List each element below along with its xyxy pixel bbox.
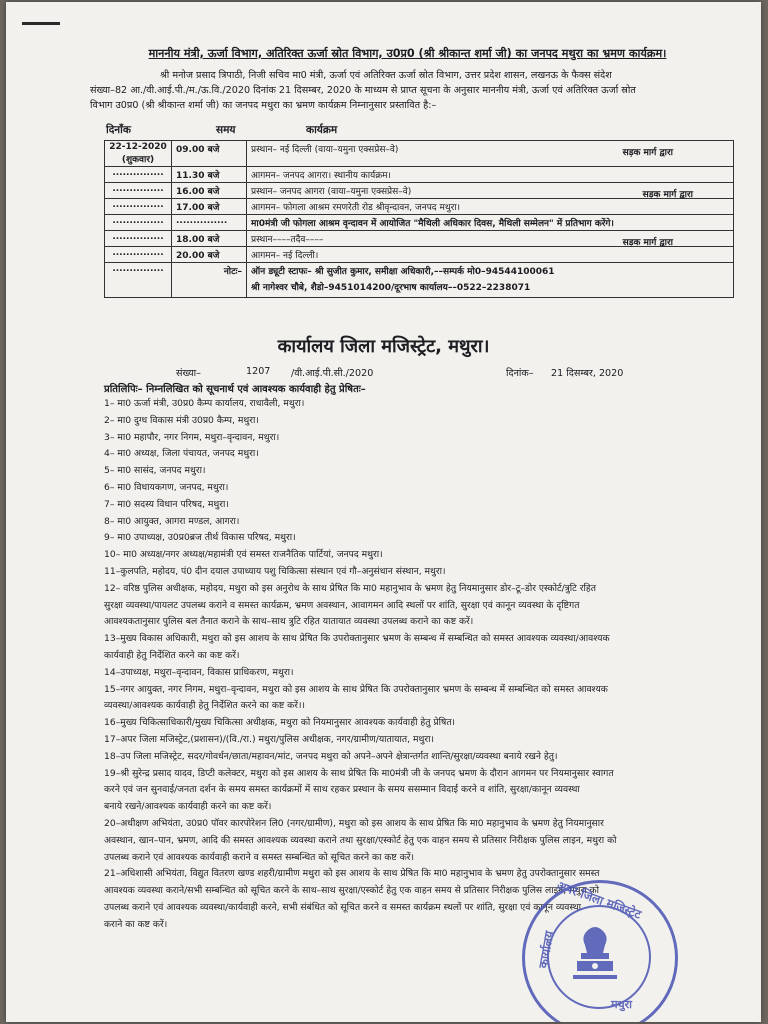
table-row — [105, 231, 734, 247]
row-time: 18.00 बजे — [172, 231, 247, 247]
recipient-line: सुरक्षा व्यवस्था/पायलट उपलब्ध कराने व समस्त कार्यक्रम, भ्रमण अवस्थान, आवागमन आदि स्थलों पर शांति, सुरक्षा एवं कानून व्यवस्था के दृष्टिगत — [104, 599, 580, 611]
row-date: ............... — [105, 199, 172, 215]
row-time: 16.00 बजे — [172, 183, 247, 199]
recipient-line: 1– मा0 ऊर्जा मंत्री, उ0प्र0 कैम्प कार्यालय, राधावैली, मथुरा। — [104, 398, 305, 409]
recipient-line: अवस्थान, खान–पान, भ्रमण, आदि की समस्त आवश्यक व्यवस्था कराने तथा सुरक्षा/एस्कोर्ट हेतु एक वाहन समय से प्रतिसार निरीक्षक पुलिस लाइन, मथुरा को — [104, 834, 617, 846]
recipient-line: 2– मा0 दुग्ध विकास मंत्री उ0प्र0 कैम्प, मथुरा। — [104, 414, 259, 426]
recipient-line: उपलब्ध कराने एवं आवश्यक व्यवस्था/कार्यवाही करने, सभी संबंधित को सूचित करने व समस्त कार्यक्रम स्थलों पर शांति, सुरक्षा एवं कानून व्यवस्था — [104, 901, 582, 913]
intro-line: श्री मनोज प्रसाद त्रिपाठी, निजी सचिव मा0 मंत्री, ऊर्जा एवं अतिरिक्त ऊर्जा स्रोत विभाग, उत्तर प्रदेश शासन, लखनऊ के फैक्स संदेश — [160, 70, 612, 81]
seal-text-top: अपर जिला मजिस्ट्रेट — [555, 878, 644, 922]
ref-date-label: दिनांक– — [506, 368, 534, 379]
recipient-line: 10– मा0 अध्यक्ष/नगर अध्यक्ष/महामंत्री एवं समस्त राजनैतिक पार्टियां, जनपद मथुरा। — [104, 549, 383, 561]
travel-mode: सड़क मार्ग द्वारा — [622, 238, 673, 248]
table-row — [105, 141, 734, 167]
programme-text: प्रस्थान––––तदैव–––– — [251, 235, 324, 245]
row-programme — [247, 199, 734, 215]
recipient-line: बनाये रखने/आवश्यक कार्यवाही करने का कष्ट करें। — [104, 801, 272, 813]
schedule-table — [104, 140, 734, 298]
row-programme — [247, 247, 734, 263]
recipient-line: 6– मा0 विधायकगण, जनपद, मथुरा। — [104, 481, 229, 493]
column-programme: कार्यक्रम — [306, 124, 338, 136]
row-programme — [247, 167, 734, 183]
recipient-line: आवश्यक व्यवस्था कराने/सभी सम्बन्धित को सूचित करने के साथ–साथ सुरक्षा/एस्कोर्ट हेतु एक वाहन समय से प्रतिसार निरीक्षक पुलिस लाइन, मथुरा को — [104, 885, 599, 897]
recipient-line: कराने का कष्ट करें। — [104, 918, 168, 930]
lion-emblem-icon — [567, 923, 623, 985]
row-date: ............... — [105, 183, 172, 199]
document-title: माननीय मंत्री, ऊर्जा विभाग, अतिरिक्त ऊर्जा स्रोत विभाग, उ0प्र0 (श्री श्रीकान्त शर्मा जी) का जनपद मथुरा का भ्रमण कार्यक्रम। — [148, 47, 667, 60]
recipient-line: उपलब्ध कराने एवं आवश्यक कार्यवाही कराने व समस्त सम्बन्धित को सूचित करने का कष्ट करें। — [104, 851, 415, 863]
row-time: ............... — [172, 215, 247, 231]
row-time: 17.00 बजे — [172, 199, 247, 215]
ref-number: 1207 — [246, 366, 271, 377]
row-date: 22-12-2020 (शुकवार) — [105, 141, 172, 167]
recipient-line: करने एवं जन सुनवाई/जनता दर्शन के समय समस्त कार्यक्रमों में साथ रहकर प्रस्थान के समय ससम्मान विदाई करने व शांति, सुरक्षा/कानून व्यवस्था — [104, 784, 580, 796]
recipient-line: 8– मा0 आयुक्त, आगरा मण्डल, आगरा। — [104, 515, 240, 527]
recipient-line: 16–मुख्य चिकित्साधिकारी/मुख्य चिकित्सा अधीक्षक, मथुरा को नियमानुसार आवश्यक कार्यवाही हेतु प्रेषित। — [104, 717, 456, 729]
recipient-line: 3– मा0 महापौर, नगर निगम, मथुरा–वृन्दावन, मथुरा। — [104, 431, 280, 443]
recipient-line: 17–अपर जिला मजिस्ट्रेट,(प्रशासन)/(वि./रा.) मथुरा/पुलिस अधीक्षक, नगर/ग्रामीण/यातायात, मथुरा। — [104, 733, 434, 745]
row-programme — [247, 231, 734, 247]
ref-date: 21 दिसम्बर, 2020 — [551, 368, 624, 379]
recipient-line: 5– मा0 सासंद, जनपद मथुरा। — [104, 465, 206, 477]
recipient-line: 7– मा0 सदस्य विधान परिषद, मथुरा। — [104, 498, 229, 510]
programme-text: मा0मंत्री जी फोगला आश्रम वृन्दावन में आयोजित "मैथिली अधिकार दिवस, मैथिली सम्मेलन" में प्रतिभाग करेंगे। — [251, 219, 614, 229]
programme-text: प्रस्थान– जनपद आगरा (वाया–यमुना एक्सप्रेस–वे) — [251, 187, 412, 197]
office-seal — [522, 880, 678, 1022]
copy-heading: प्रतिलिपिः– निम्नलिखित को सूचनार्थ एवं आवश्यक कार्यवाही हेतु प्रेषितः– — [104, 384, 366, 395]
row-time: 09.00 बजे — [172, 141, 247, 167]
page-mark — [22, 22, 60, 25]
table-row — [105, 183, 734, 199]
row-programme — [247, 215, 734, 231]
programme-text: आगमन– फोगला आश्रम रमणरेती रोड श्रीवृन्दावन, जनपद मथुरा। — [251, 203, 461, 213]
recipient-line: 15–नगर आयुक्त, नगर निगम, मथुरा–वृन्दावन, मथुरा को इस आशय के साथ प्रेषित कि उपरोक्तानुसार भ्रमण के सम्बन्ध में सम्बन्धित को समस्त आवश्यक — [104, 683, 608, 695]
travel-mode: सड़क मार्ग द्वारा — [642, 190, 693, 200]
note-label: नोटः– — [172, 263, 247, 298]
programme-text: आगमन– जनपद आगरा। स्थानीय कार्यक्रम। — [251, 171, 391, 181]
row-date: ............... — [105, 247, 172, 263]
column-date: दिनाँक — [106, 124, 131, 136]
table-row — [105, 167, 734, 183]
recipient-line: 20–अधीक्षण अभियंता, उ0प्र0 पॉवर कारपोरेशन लि0 (नगर/ग्रामीण), मथुरा को इस आशय के साथ प्रेषित कि मा0 महानुभाव के भ्रमण हेतु नियमानुसार — [104, 817, 604, 829]
note-line: ऑन ड्यूटी स्टाफः– श्री सुजीत कुमार, समीक्षा अधिकारी,––सम्पर्क मो0–94544100061 — [251, 267, 555, 277]
travel-mode: सड़क मार्ग द्वारा — [622, 148, 673, 158]
recipient-line: 14–उपाध्यक्ष, मथुरा–वृन्दावन, विकास प्राधिकरण, मथुरा। — [104, 666, 294, 678]
note-date: ............... — [105, 263, 172, 298]
row-time: 20.00 बजे — [172, 247, 247, 263]
office-title: कार्यालय जिला मजिस्ट्रेट, मथुरा। — [277, 336, 490, 357]
recipient-line: 12– वरिष्ठ पुलिस अधीक्षक, महोदय, मथुरा को इस अनुरोध के साथ प्रेषित कि मा0 महानुभाव के भ्रमण हेतु नियमानुसार डोर–टू–डोर एस्कोर्ट/त्रुटि रहित — [104, 582, 596, 594]
row-programme — [247, 141, 734, 167]
recipient-line: 9– मा0 उपाध्यक्ष, उ0प्र0ब्रज तीर्थ विकास परिषद, मथुरा। — [104, 532, 296, 544]
column-time: समय — [216, 124, 236, 136]
row-time: 11.30 बजे — [172, 167, 247, 183]
table-row — [105, 215, 734, 231]
note-content — [247, 263, 734, 298]
recipient-line: कार्यवाही हेतु निर्देशित करने का कष्ट करें। — [104, 649, 240, 661]
recipient-line: 21–अधिशासी अभियंता, विद्युत वितरण खण्ड शहरी/ग्रामीण मथुरा को इस आशय के साथ प्रेषित कि मा0 महानुभाव के भ्रमण हेतु उपरोक्तानुसार समस्त — [104, 868, 600, 880]
document-page — [6, 2, 761, 1022]
programme-text: आगमन– नई दिल्ली। — [251, 251, 319, 261]
recipient-line: आवश्यकतानुसार पुलिस बल तैनात कराने के साथ–साथ त्रुटि रहित यातायात व्यवस्था उपलब्ध कराने का कष्ट करें। — [104, 616, 474, 628]
row-programme — [247, 183, 734, 199]
seal-text-left: कार्यालय — [536, 929, 557, 970]
recipient-line: 18–उप जिला मजिस्ट्रेट, सदर/गोवर्धन/छाता/महावन/मांट, जनपद मथुरा को अपने–अपने क्षेत्रान्तर्गत शान्ति/सुरक्षा/व्यवस्था बनाये रखने हेतु। — [104, 750, 558, 762]
recipient-list — [104, 396, 740, 934]
intro-line: संख्या–82 आ./वी.आई.पी./म./ऊ.वि./2020 दिनांक 21 दिसम्बर, 2020 के माध्यम से प्राप्त सूचना के अनुसार माननीय मंत्री, ऊर्जा एवं अतिरिक्त ऊर्जा स्रोत — [90, 85, 636, 96]
table-row-note — [105, 263, 734, 298]
recipient-line: व्यवस्था/आवश्यक कार्यवाही हेतु निर्देशित करने का कष्ट करें।। — [104, 700, 305, 712]
recipient-line: 11–कुलपति, महोदय, पं0 दीन दयाल उपाध्याय पशु चिकित्सा संस्थान एवं गौ–अनुसंधान संस्थान, मथुरा। — [104, 565, 446, 577]
recipient-line: 19–श्री सुरेन्द्र प्रसाद यादव, डिप्टी कलेक्टर, मथुरा को इस आशय के साथ प्रेषित कि मा0मंत्री जी के जनपद भ्रमण के दौरान आगमन पर नियमानुसार स्वागत — [104, 767, 614, 779]
table-row — [105, 199, 734, 215]
recipient-line: 4– मा0 अध्यक्ष, जिला पंचायत, जनपद मथुरा। — [104, 448, 259, 460]
intro-line: विभाग उ0प्र0 (श्री श्रीकान्त शर्मा जी) का जनपद मथुरा का भ्रमण कार्यक्रम निम्नानुसार प्रस्तावित है:– — [90, 100, 437, 111]
ref-number-label: संख्या– — [176, 368, 201, 379]
intro-paragraph — [90, 68, 740, 113]
row-date: ............... — [105, 231, 172, 247]
programme-text: प्रस्थान– नई दिल्ली (वाया–यमुना एक्सप्रेस–वे) — [251, 145, 399, 155]
seal-text-bottom: मथुरा — [611, 998, 632, 1011]
row-date: ............... — [105, 215, 172, 231]
row-date: ............... — [105, 167, 172, 183]
note-line: श्री नागेश्वर चौबे, शैडो–9451014200/दूरभाष कार्यालय––0522–2238071 — [251, 283, 531, 293]
ref-code: /वी.आई.पी.सी./2020 — [291, 368, 374, 379]
table-row — [105, 247, 734, 263]
recipient-line: 13–मुख्य विकास अधिकारी, मथुरा को इस आशय के साथ प्रेषित कि उपरोक्तानुसार भ्रमण के सम्बन्ध में सम्बन्धित को समस्त आवश्यक व्यवस्था/आवश्यक — [104, 633, 610, 645]
